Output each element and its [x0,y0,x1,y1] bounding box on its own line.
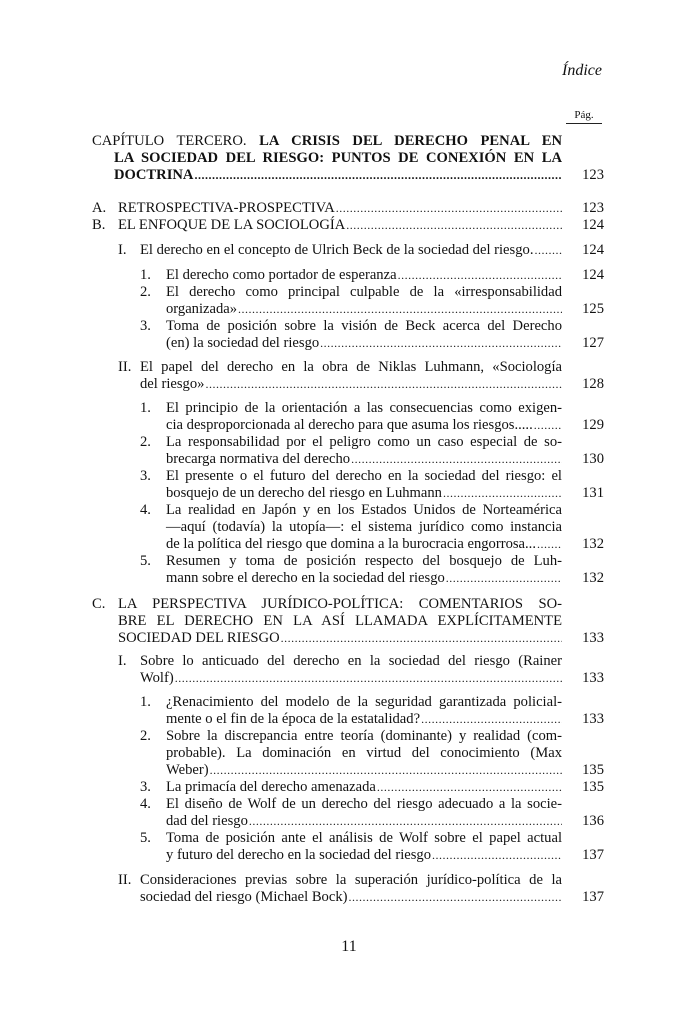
page-number: 124 [582,267,604,283]
page-number: 125 [582,301,604,317]
page-number: 137 [582,889,604,905]
entry-title-line: Sobre la discrepancia entre teoría (dominante) y realidad (com- [166,728,562,744]
entry-title-line: del riesgo» [140,376,205,392]
entry-number: 3. [140,779,151,795]
entry-title-line: Resumen y toma de posición respecto del bosquejo de Luh- [166,553,562,569]
entry-title-line: La primacía del derecho amenazada [166,779,376,795]
entry-number: 4. [140,502,151,518]
folio-number: 11 [341,938,357,955]
entry-number: 3. [140,318,151,334]
leader-dots [249,813,562,830]
page-number: 131 [582,485,604,501]
entry-title-line: Sobre lo anticuado del derecho en la sociedad del riesgo (Rainer [140,653,562,669]
entry-title-line: RETROSPECTIVA-PROSPECTIVA [118,200,335,216]
entry-title-line: Consideraciones previas sobre la superación jurídico-política de la [140,872,562,888]
entry-number: 1. [140,400,151,416]
page-number: 133 [582,670,604,686]
leader-dots [205,376,562,393]
entry-title-line: dad del riesgo [166,813,248,829]
entry-title-line: (en) la sociedad del riesgo [166,335,320,351]
entry-number: C. [92,596,106,612]
entry-title-line: organizada» [166,301,238,317]
entry-title-line: sociedad del riesgo (Michael Bock) [140,889,348,905]
entry-title-line: El derecho como principal culpable de la «irresponsabilidad [166,284,562,300]
entry-number: I. [118,242,127,258]
entry-title-line: Toma de posición sobre la visión de Beck acerca del Derecho [166,318,562,334]
leader-dots [534,242,562,259]
page-number: 133 [582,630,604,646]
entry-title-line: El principio de la orientación a las consecuencias como exigen- [166,400,562,416]
entry-number: II. [118,359,132,375]
entry-title-line: El diseño de Wolf de un derecho del riesgo adecuado a la socie- [166,796,562,812]
page-number: 132 [582,570,604,586]
leader-dots [238,301,562,318]
entry-number: 2. [140,728,151,744]
entry-number: 5. [140,830,151,846]
page-number: 123 [582,200,604,216]
entry-title-line: brecarga normativa del derecho [166,451,351,467]
entry-number: II. [118,872,132,888]
page-number: 132 [582,536,604,552]
page-number: 137 [582,847,604,863]
page-column-label: Pág. [566,109,602,124]
entry-title-line: bosquejo de un derecho del riesgo en Luhmann [166,485,442,501]
leader-dots [421,711,562,728]
page-number: 135 [582,779,604,795]
page-number: 124 [582,242,604,258]
entry-title-line: El derecho como portador de esperanza [166,267,397,283]
leader-dots [443,485,562,502]
entry-title-line: Toma de posición ante el análisis de Wolf sobre el papel actual [166,830,562,846]
chapter-title-line: DOCTRINA [114,167,194,183]
page-number: 135 [582,762,604,778]
leader-dots [537,536,562,553]
entry-title-line: y futuro del derecho en la sociedad del riesgo [166,847,432,863]
page-number: 123 [582,167,604,183]
leader-dots [432,847,562,864]
entry-title-line: El papel del derecho en la obra de Niklas Luhmann, «Sociología [140,359,562,375]
entry-number: 2. [140,434,151,450]
entry-number: 1. [140,267,151,283]
leader-dots [175,670,562,687]
entry-title-line: ¿Renacimiento del modelo de la seguridad garantizada policial- [166,694,562,710]
chapter-title-line: LA SOCIEDAD DEL RIESGO: PUNTOS DE CONEXIÓN EN LA [114,150,562,166]
entry-number: I. [118,653,127,669]
entry-title-line: El derecho en el concepto de Ulrich Beck de la sociedad del riesgo. [140,242,534,258]
leader-dots [351,451,562,468]
chapter-title-line: LA CRISIS DEL DERECHO PENAL EN [259,133,562,149]
entry-title-line: cia desproporcionada al derecho para que asuma los riesgos..... [166,417,533,433]
entry-title-line: —aquí (todavía) la utopía—: el sistema jurídico como instancia [166,519,562,535]
entry-title-line: Wolf) [140,670,174,686]
entry-title-line: BRE EL DERECHO EN LA ASÍ LLAMADA EXPLÍCITAMENTE [118,613,562,629]
entry-title-line: de la política del riesgo que domina a la burocracia engorrosa... [166,536,536,552]
entry-title-line: LA PERSPECTIVA JURÍDICO-POLÍTICA: COMENTARIOS SO- [118,596,562,612]
page-number: 127 [582,335,604,351]
entry-title-line: mann sobre el derecho en la sociedad del riesgo [166,570,445,586]
page-number: 130 [582,451,604,467]
entry-number: 4. [140,796,151,812]
leader-dots [348,889,562,906]
page-number: 128 [582,376,604,392]
chapter-label: CAPÍTULO TERCERO. [92,133,247,149]
entry-number: 1. [140,694,151,710]
leader-dots [377,779,562,796]
page-number: 129 [582,417,604,433]
entry-number: 5. [140,553,151,569]
entry-number: 2. [140,284,151,300]
entry-title-line: SOCIEDAD DEL RIESGO [118,630,280,646]
entry-title-line: probable). La dominación en virtud del conocimiento (Max [166,745,562,761]
leader-dots [336,200,562,217]
entry-number: A. [92,200,107,216]
entry-title-line: mente o el fin de la época de la estatalidad? [166,711,421,727]
page-number: 124 [582,217,604,233]
page-number: 136 [582,813,604,829]
entry-title-line: EL ENFOQUE DE LA SOCIOLOGÍA [118,217,346,233]
entry-title-line: Weber) [166,762,209,778]
leader-dots [534,417,562,434]
entry-number: B. [92,217,106,233]
leader-dots [346,217,562,234]
page-number: 133 [582,711,604,727]
entry-title-line: El presente o el futuro del derecho en la sociedad del riesgo: el [166,468,562,484]
leader-dots [210,762,562,779]
entry-title-line: La realidad en Japón y en los Estados Unidos de Norteamérica [166,502,562,518]
leader-dots [194,167,562,184]
entry-title-line: La responsabilidad por el peligro como un caso especial de so- [166,434,562,450]
leader-dots [398,267,562,284]
leader-dots [281,630,562,647]
entry-number: 3. [140,468,151,484]
running-header: Índice [562,62,602,79]
leader-dots [446,570,562,587]
leader-dots [320,335,562,352]
